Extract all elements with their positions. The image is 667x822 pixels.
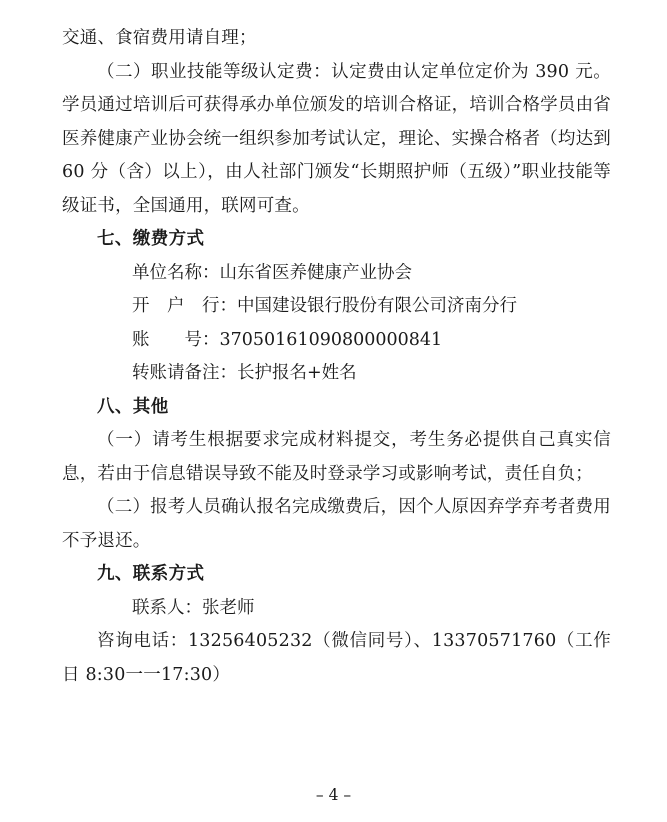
contact-phone-row: 咨询电话：13256405232（微信同号）、13370571760（工作日 8:30一一17:30） <box>62 631 611 685</box>
section-heading-other: 八、其他 <box>97 396 169 417</box>
section-heading-payment-method: 七、缴费方式 <box>97 229 205 249</box>
bank-unit-name-label: 单位名称： <box>132 262 220 283</box>
paragraph-skill-level-fee: （二）职业技能等级认定费：认定费由认定单位定价为 390 元。学员通过培训后可获得承办单位颁发的培训合格证，培训合格学员由省医养健康产业协会统一组织参加考试认定，理论、实操合格者（均达到 60 分（含）以上），由人社部门颁发“长期照护师（五级）”职业技能等级证书，全国通用，联网可查。 <box>62 61 611 216</box>
paragraph-transport-fee: 交通、食宿费用请自理； <box>62 28 257 48</box>
bank-transfer-note-label: 转账请备注： <box>132 363 237 383</box>
bank-account-number-value: 37050161090800000841 <box>219 329 443 350</box>
contact-person-value: 张老师 <box>202 597 255 618</box>
paragraph-other-2: （二）报考人员确认报名完成缴费后，因个人原因弃学弃考者费用不予退还。 <box>62 497 611 551</box>
bank-account-number-label: 账 号： <box>132 329 220 350</box>
page-number-marker: – 4 – <box>315 786 352 804</box>
bank-transfer-note-row <box>62 357 611 391</box>
paragraph-other-1: （一）请考生根据要求完成材料提交，考生务必提供自己真实信息，若由于信息错误导致不能及时登录学习或影响考试，责任自负； <box>62 430 611 484</box>
bank-account-bank-label: 开 户 行： <box>132 296 237 316</box>
contact-person-label: 联系人： <box>132 597 202 618</box>
bank-unit-name-value: 山东省医养健康产业协会 <box>219 262 412 283</box>
contact-person-row <box>62 592 611 626</box>
section-heading-contact: 九、联系方式 <box>97 564 205 584</box>
bank-transfer-note-value: 长护报名+姓名 <box>237 363 357 383</box>
bank-unit-name-row <box>62 257 611 291</box>
bank-account-number-row <box>62 324 611 358</box>
bank-account-bank-row <box>62 290 611 324</box>
bank-account-bank-value: 中国建设银行股份有限公司济南分行 <box>237 296 517 316</box>
